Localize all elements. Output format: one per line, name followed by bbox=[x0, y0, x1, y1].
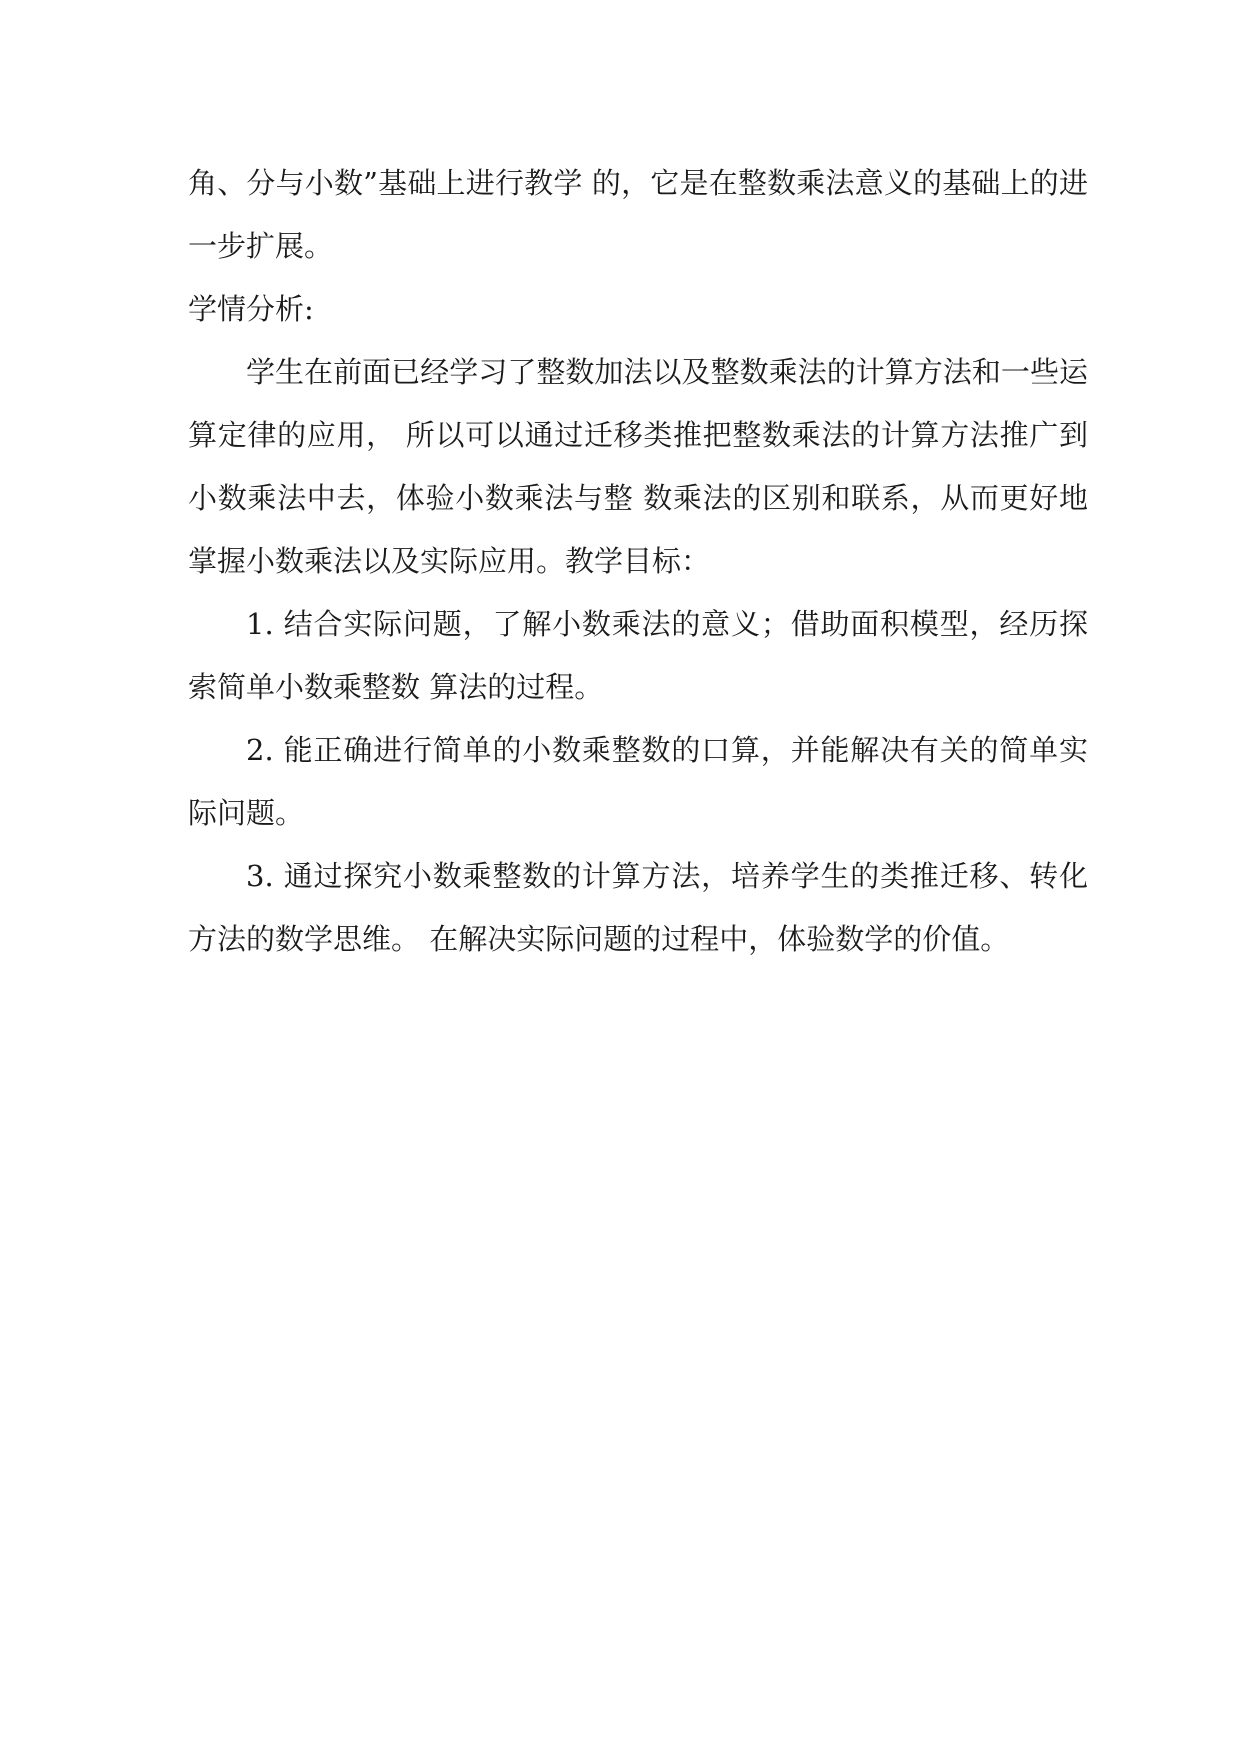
paragraph-intro-continuation: 角、分与小数”基础上进行教学 的，它是在整数乘法意义的基础上的进一步扩展。 bbox=[188, 166, 1088, 263]
teaching-goal-3: 3. 通过探究小数乘整数的计算方法，培养学生的类推迁移、转化方法的数学思维。 在解决实际问题的过程中，体验数学的价值。 bbox=[188, 859, 1088, 956]
teaching-goal-1: 1. 结合实际问题，了解小数乘法的意义；借助面积模型，经历探索简单小数乘整数 算法的过程。 bbox=[188, 607, 1088, 704]
paragraph-learning-analysis: 学生在前面已经学习了整数加法以及整数乘法的计算方法和一些运算定律的应用， 所以可以通过迁移类推把整数乘法的计算方法推广到小数乘法中去，体验小数乘法与整 数乘法的区别和联系，从而更好地掌握小数乘法以及实际应用。教学目标： bbox=[188, 355, 1088, 578]
document-body bbox=[188, 152, 1088, 971]
teaching-goal-2: 2. 能正确进行简单的小数乘整数的口算，并能解决有关的简单实际问题。 bbox=[188, 733, 1088, 830]
section-heading-learning-analysis: 学情分析: bbox=[188, 292, 314, 326]
